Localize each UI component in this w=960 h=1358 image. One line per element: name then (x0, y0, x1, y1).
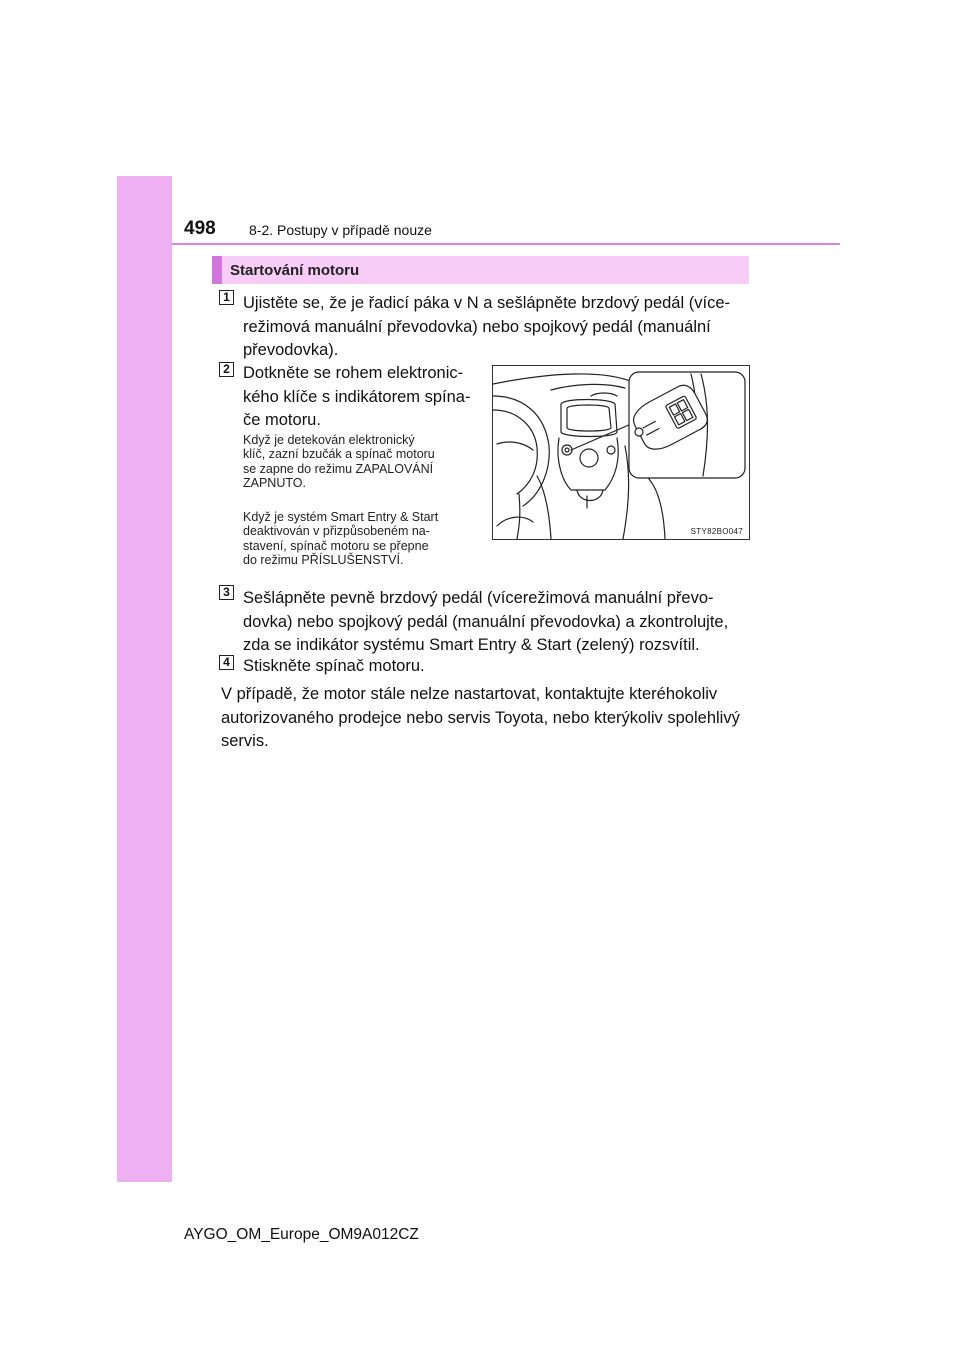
section-title-text: Startování motoru (230, 261, 360, 279)
text-line: se zapne do režimu ZAPALOVÁNÍ (243, 461, 434, 476)
text-line: Dotkněte se rohem elektronic- (243, 364, 464, 382)
text-line: režimová manuální převodovka) nebo spojkový pedál (manuální (243, 317, 711, 336)
step-2-text (243, 362, 476, 433)
header-rule (172, 243, 840, 245)
figure-code: STY82BO047 (690, 527, 743, 536)
illustration-engine-switch (492, 365, 750, 540)
text-line: servis. (221, 732, 269, 750)
text-line: Když je systém Smart Entry & Start (243, 510, 439, 524)
text-line: do režimu PŘÍSLUŠENSTVÍ. (243, 552, 404, 567)
text-line: kého klíče s indikátorem spína- (243, 387, 471, 406)
text-line: Když je detekován elektronický (243, 433, 415, 447)
side-color-band (117, 176, 172, 1182)
text-line: Ujistěte se, že je řadicí páka v N a sešlápněte brzdový pedál (více- (243, 294, 730, 312)
document-footer: AYGO_OM_Europe_OM9A012CZ (184, 1226, 419, 1243)
section-title (212, 256, 749, 284)
text-line: Sešlápněte pevně brzdový pedál (vícerežimová manuální převo- (243, 589, 714, 607)
step-number-3: 3 (219, 585, 234, 600)
text-line: ZAPNUTO. (243, 475, 306, 490)
step-3-text (243, 587, 749, 658)
step-number-2: 2 (219, 362, 234, 377)
text-line: zda se indikátor systému Smart Entry & Start (zelený) rozsvítil. (243, 636, 700, 654)
dashboard-key-illustration (493, 366, 749, 539)
step-1-text (243, 292, 749, 363)
text-line: převodovka). (243, 341, 339, 359)
page-number: 498 (184, 218, 216, 239)
text-line: deaktivován v přizpůsobeném na- (243, 524, 430, 539)
text-line: če motoru. (243, 411, 321, 429)
text-line: dovka) nebo spojkový pedál (manuální převodovka) a zkontrolujte, (243, 612, 729, 631)
text-line: stavení, spínač motoru se přepne (243, 538, 429, 553)
note-1 (243, 433, 476, 490)
step-number-4: 4 (219, 655, 234, 670)
text-line: Stiskněte spínač motoru. (243, 657, 425, 675)
step-number-1: 1 (219, 290, 234, 305)
closing-paragraph (221, 683, 749, 754)
text-line: klíč, zazní bzučák a spínač motoru (243, 447, 435, 462)
chapter-header: 8-2. Postupy v případě nouze (249, 222, 432, 238)
step-4-text (243, 655, 749, 679)
note-2 (243, 510, 476, 567)
text-line: autorizovaného prodejce nebo servis Toyota, nebo kterýkoliv spolehlivý (221, 708, 740, 727)
text-line: V případě, že motor stále nelze nastartovat, kontaktujte kteréhokoliv (221, 685, 718, 703)
